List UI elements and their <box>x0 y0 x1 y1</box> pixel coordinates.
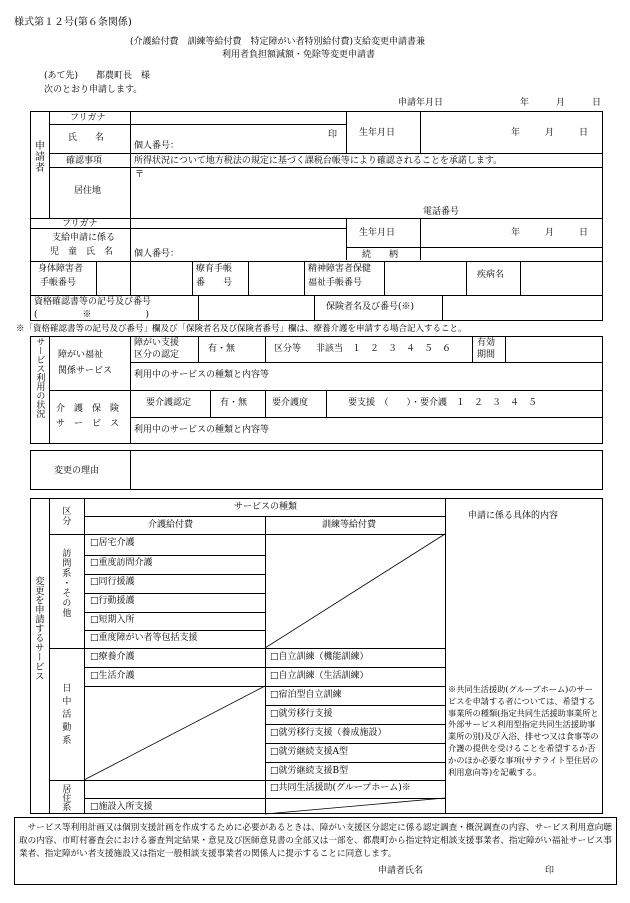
intro-text: 次のとおり申請します。 <box>44 85 143 95</box>
care-cert-label: 要介護認定 <box>146 398 192 408</box>
name-seal: 印 <box>328 130 338 140</box>
service-short-stay[interactable]: □短期入所 <box>90 615 135 625</box>
class-options: 非該当 １ ２ ３ ４ ５ ６ <box>316 344 452 354</box>
child-birthdate-label: 生年月日 <box>359 228 396 238</box>
category-label: 区分 <box>60 506 71 526</box>
footnote: ※「資格確認書等の記号及び番号」欄及び「保険者名及び保険者番号」欄は、療養介護を申請する場合記入すること。 <box>16 324 467 334</box>
name-label: 氏 名 <box>68 133 105 143</box>
training-benefit-label: 訓練等給付費 <box>322 520 377 530</box>
child-personal-number: 個人番号： <box>134 249 180 259</box>
care-level-label: 要介護度 <box>272 398 309 408</box>
care-cert-presence: 有・無 <box>220 398 248 408</box>
rehab-cert-label-2: 番 号 <box>196 278 233 288</box>
app-date-year: 年 <box>520 98 530 108</box>
confirmation-text: 所得状況について地方税法の規定に基づく課税台帳等により確認されることを承諾します。 <box>134 156 503 166</box>
child-birth-month: 月 <box>545 228 555 238</box>
reason-label: 変更の理由 <box>54 466 100 476</box>
physical-cert-label-1: 身体障害者 <box>38 264 84 274</box>
form-title-line1: (介護給付費 訓練等給付費 特定障がい者特別給付費)支給変更申請書兼 <box>130 37 426 47</box>
birth-day: 日 <box>579 128 589 138</box>
form-title-line2: 利用者負担額減額・免除等変更申請書 <box>222 50 376 60</box>
applicant-seal: 印 <box>545 866 555 876</box>
postal-mark: 〒 <box>135 170 145 180</box>
welfare-services-in-use: 利用中のサービスの種類と内容等 <box>134 370 270 380</box>
welfare-service-label-1: 障がい福祉 <box>58 350 104 360</box>
insurer-label: 保険者名及び番号(※) <box>326 302 415 312</box>
qualification-cert-label: 資格確認書等の記号及び番号 <box>34 297 152 307</box>
app-date-month: 月 <box>556 98 566 108</box>
furigana-label: フリガナ <box>70 113 106 123</box>
care-insurance-label-2: サ ー ビ ス <box>56 419 120 429</box>
address-label: 居住地 <box>74 186 102 196</box>
visiting-category-label: 訪問系・その他 <box>60 548 71 618</box>
disease-label: 疾病名 <box>477 270 505 280</box>
support-class-presence: 有・無 <box>208 344 236 354</box>
service-employment-continuation-b[interactable]: □就労継続支援B型 <box>270 766 349 776</box>
care-services-in-use: 利用中のサービスの種類と内容等 <box>134 425 270 435</box>
consent-text: サービス等利用計画又は個別支援計画を作成するために必要があるときは、障がい支援区分認定に係る認定調査・概況調査の内容、サービス利用意向聴取の内容、市町村審査会における審査判定結果・意見及び医師意見書の全部又は一部を、都農町から指定特定相談支援事業者、指定障がい福祉サービス事業者、指定障がい者支援施設又は指定一般相談支援事業者の関係人に提示することに同意します。 <box>19 823 612 859</box>
daytime-category-label: 日中活動系 <box>60 683 71 748</box>
personal-number-label: 個人番号： <box>134 141 180 151</box>
relationship-label: 続 柄 <box>362 250 399 260</box>
applicant-name-label: 申請者氏名 <box>378 866 424 876</box>
rehab-cert-label-1: 療育手帳 <box>196 264 233 274</box>
addressee: 都農町長 様 <box>96 71 151 81</box>
service-comprehensive-support[interactable]: □重度障がい者等包括支援 <box>90 633 198 643</box>
service-behavior-support[interactable]: □行動援護 <box>90 596 135 606</box>
care-benefit-label: 介護給付費 <box>148 520 194 530</box>
birth-year: 年 <box>511 128 521 138</box>
service-home-care[interactable]: □居宅介護 <box>90 538 135 548</box>
birthdate-label: 生年月日 <box>359 128 396 138</box>
child-birth-year: 年 <box>511 228 521 238</box>
welfare-service-label-2: 関係サービス <box>58 366 113 376</box>
mental-cert-label-1: 精神障害者保健 <box>308 264 372 274</box>
class-label: 区分等 <box>274 344 302 354</box>
service-functional-training[interactable]: □自立訓練（機能訓練） <box>270 652 369 662</box>
residence-category-label: 居住系 <box>60 784 71 811</box>
support-class-label-1: 障がい支援 <box>134 338 180 348</box>
specific-content-label: 申請に係る具体的内容 <box>468 511 559 521</box>
service-employment-continuation-a[interactable]: □就労継続支援A型 <box>270 747 349 757</box>
support-class-label-2: 区分の認定 <box>134 350 180 360</box>
child-furigana-label: フリガナ <box>62 219 98 229</box>
service-severe-visiting-care[interactable]: □重度訪問介護 <box>90 558 153 568</box>
service-life-training[interactable]: □自立訓練（生活訓練） <box>270 671 369 681</box>
addressee-prefix: (あて先) <box>44 71 79 81</box>
validity-label-2: 期間 <box>477 350 496 360</box>
physical-cert-label-2: 手帳番号 <box>40 278 77 288</box>
application-date-label: 申請年月日 <box>398 98 444 108</box>
child-name-label-1: 支給申請に係る <box>52 233 116 243</box>
change-service-label: 変更を申請するサービス <box>32 576 44 681</box>
phone-label: 電話番号 <box>423 207 460 217</box>
qualification-cert-paren: ( ※ ) <box>34 310 150 320</box>
service-employment-transition[interactable]: □就労移行支援 <box>270 709 333 719</box>
applicant-section-label: 申請者 <box>32 140 44 173</box>
form-number: 様式第１２号(第６条関係) <box>14 17 132 28</box>
service-residential-training[interactable]: □宿泊型自立訓練 <box>270 690 342 700</box>
service-accompanying-support[interactable]: □同行援護 <box>90 577 135 587</box>
birth-month: 月 <box>545 128 555 138</box>
care-level-options: 要支援 （ ）・要介護 １ ２ ３ ４ ５ <box>348 398 538 408</box>
service-life-care[interactable]: □生活介護 <box>90 671 135 681</box>
child-birth-day: 日 <box>579 228 589 238</box>
service-medical-care[interactable]: □療養介護 <box>90 652 135 662</box>
care-insurance-label-1: 介 護 保 険 <box>56 404 120 414</box>
service-employment-transition-training[interactable]: □就労移行支援（養成施設） <box>270 728 387 738</box>
service-facility-admission[interactable]: □施設入所支援 <box>90 802 153 812</box>
group-home-note: ※共同生活援助(グループホーム)のサービスを申請する者については、希望する事業所の種類(指定共同生活援助事業所と外部サービス利用型指定共同生活援助事業所の別)及び入浴、排せつ又は食事等の介護の提供を受けることを希望するか否かのほか必要な事項(サテライト型住居の利用意向等)を記載する。 <box>448 684 599 777</box>
child-name-label-2: 児 童 氏 名 <box>50 247 114 257</box>
service-type-label: サービスの種類 <box>234 502 298 512</box>
service-status-label: サービス利用の状況 <box>34 337 45 418</box>
validity-label-1: 有効 <box>477 338 496 348</box>
mental-cert-label-2: 福祉手帳番号 <box>308 278 363 288</box>
confirmation-label: 確認事項 <box>66 156 103 166</box>
service-group-home[interactable]: □共同生活援助(グループホーム)※ <box>270 783 411 793</box>
app-date-day: 日 <box>592 98 602 108</box>
